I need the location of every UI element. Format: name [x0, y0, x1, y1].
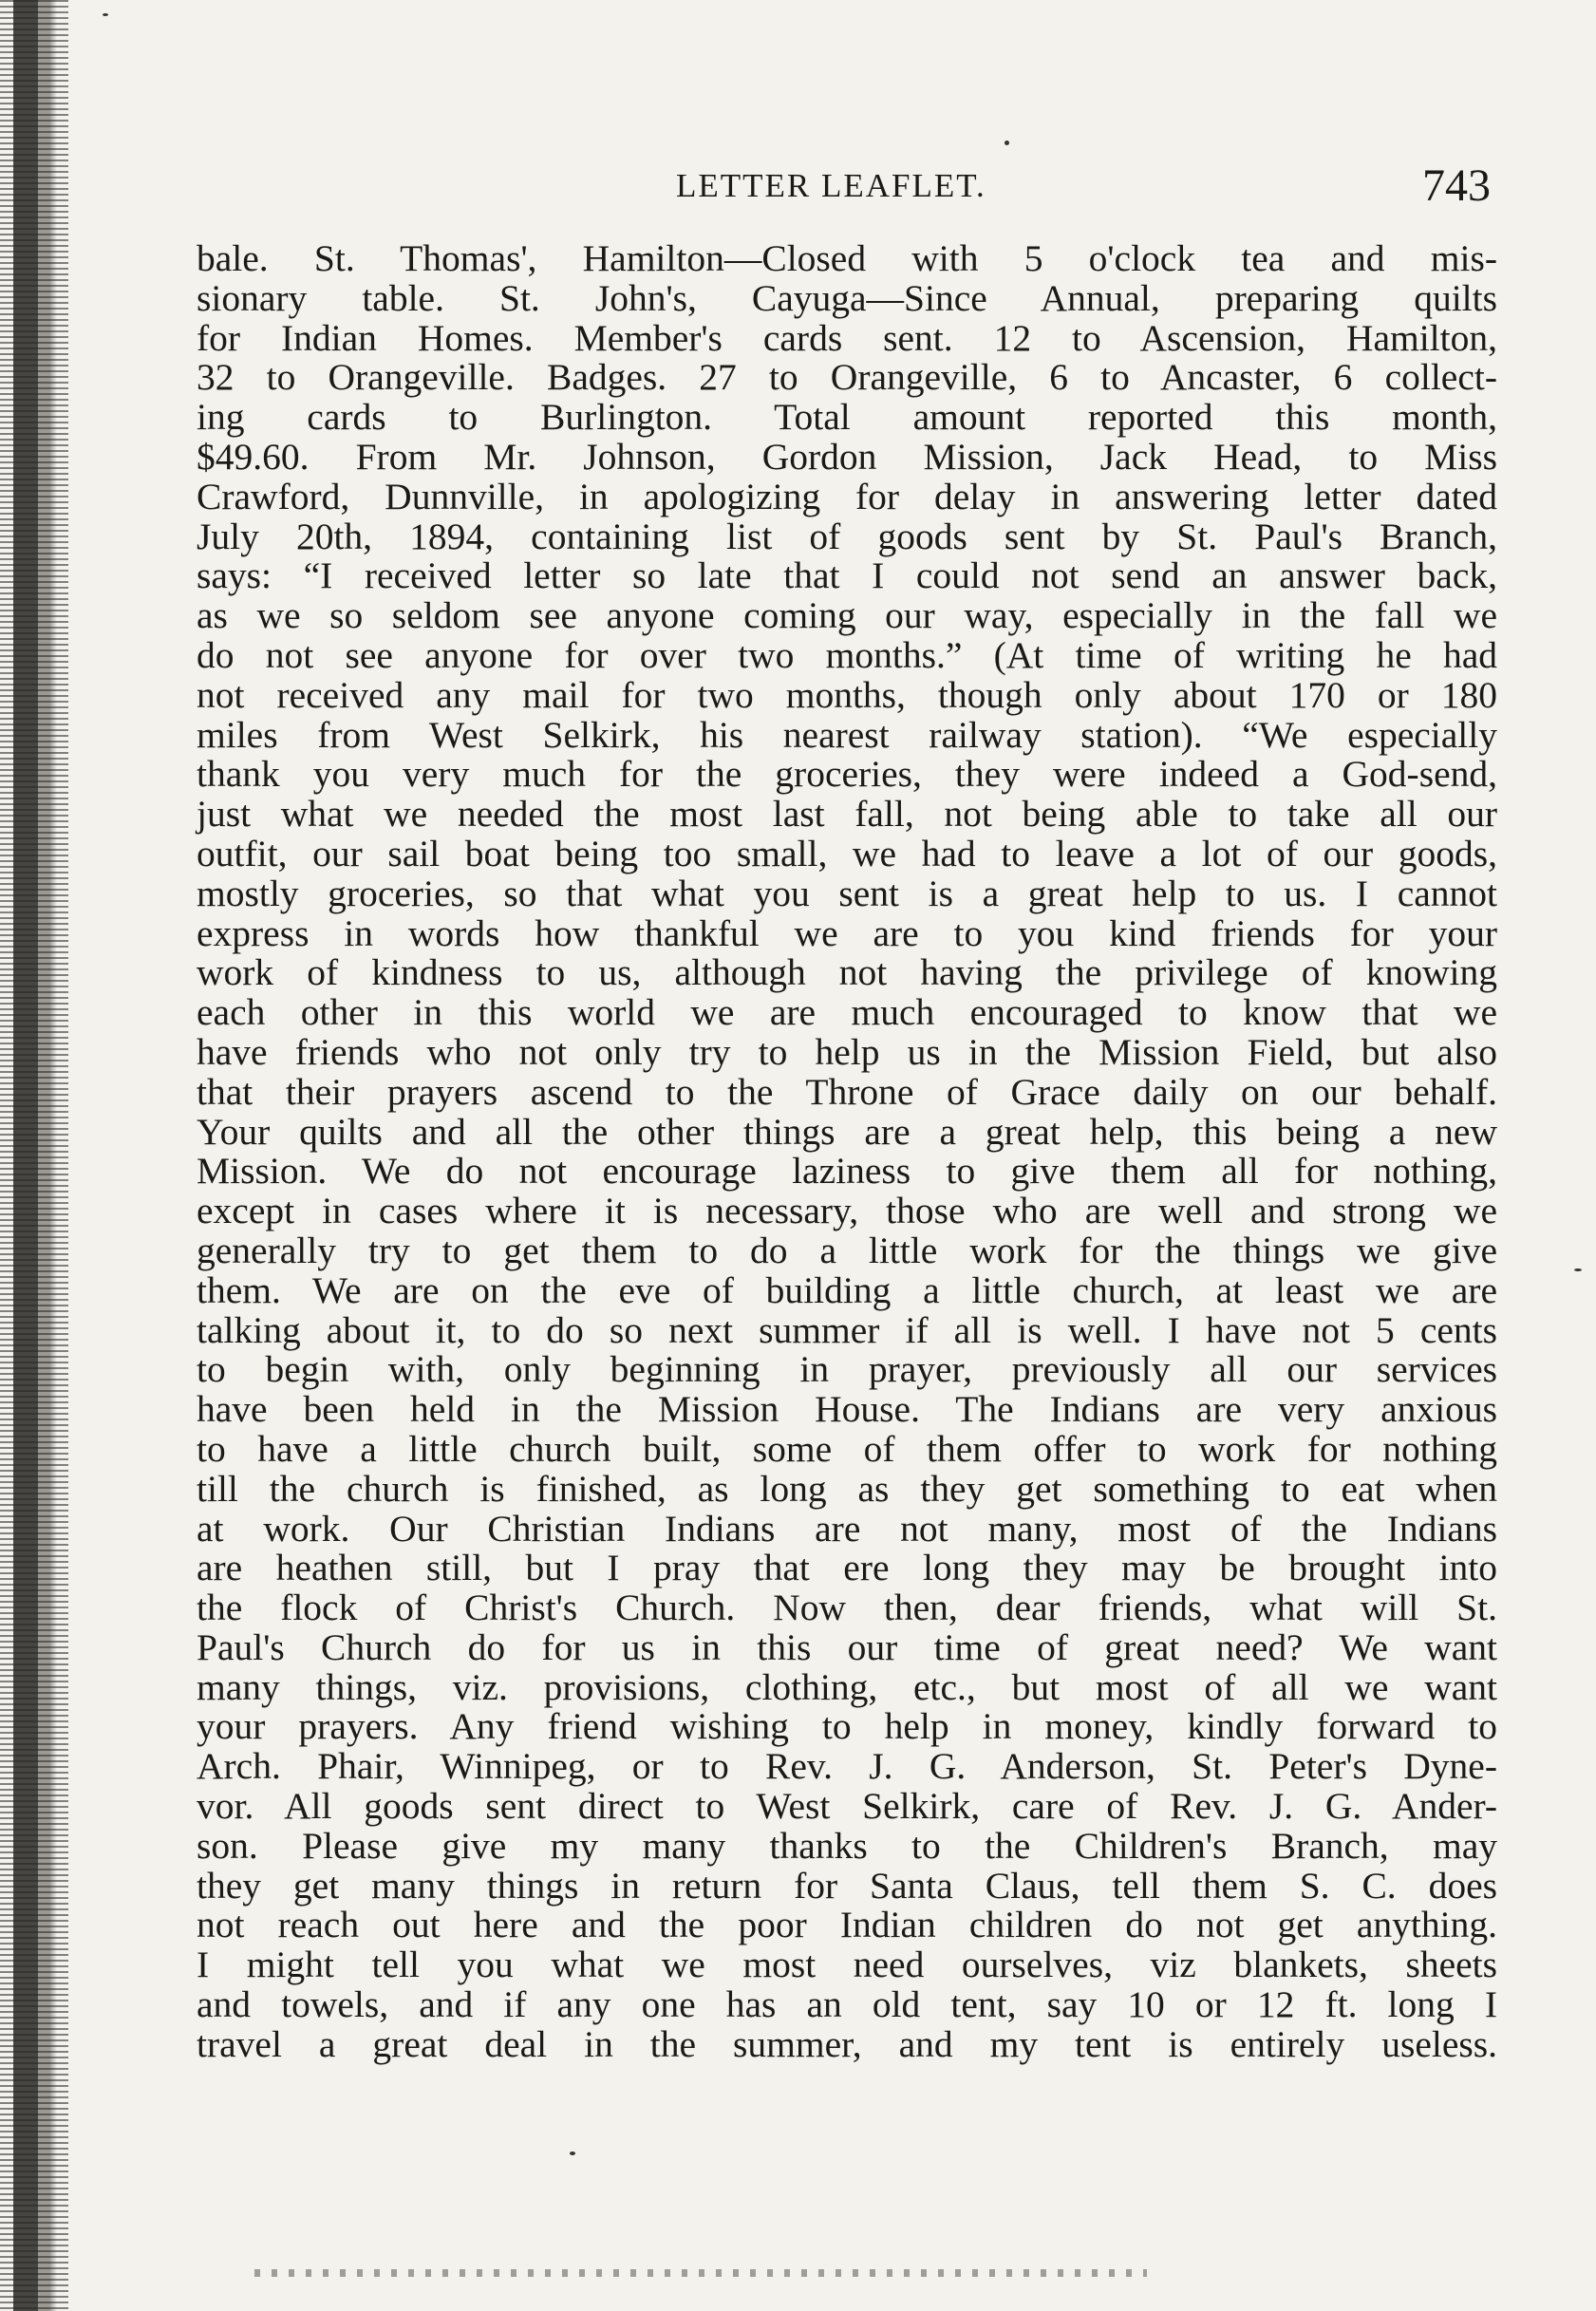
- text-line: just what we needed the most last fall, not being able to take all our: [197, 793, 1497, 836]
- text-line: at work. Our Christian Indians are not many, most of the Indians: [197, 1507, 1497, 1550]
- text-line: them. We are on the eve of building a little church, at least we are: [197, 1268, 1497, 1311]
- text-line: the flock of Christ's Church. Now then, dear friends, what will St.: [197, 1587, 1497, 1629]
- text-line: have friends who not only try to help us in the Mission Field, but also: [197, 1030, 1497, 1073]
- text-line: not received any mail for two months, though only about 170 or 180: [197, 673, 1497, 716]
- text-line: except in cases where it is necessary, those who are well and strong we: [197, 1190, 1497, 1232]
- text-line: as we so seldom see anyone coming our way, especially in the fall we: [197, 594, 1497, 637]
- page-header: [190, 160, 1491, 226]
- text-line: work of kindness to us, although not having the privilege of knowing: [197, 951, 1497, 994]
- text-line: express in words how thankful we are to you kind friends for your: [197, 911, 1497, 954]
- running-head: LETTER LEAFLET.: [676, 167, 986, 204]
- text-line: for Indian Homes. Member's cards sent. 12 to Ascension, Hamilton,: [197, 316, 1497, 359]
- text-line: talking about it, to do so next summer if all is well. I have not 5 cents: [197, 1308, 1497, 1351]
- text-line: says: “I received letter so late that I could not send an answer back,: [197, 554, 1497, 597]
- text-line: each other in this world we are much encouraged to know that we: [197, 991, 1497, 1034]
- text-line: travel a great deal in the summer, and my tent is entirely useless.: [197, 2022, 1497, 2065]
- text-line: outfit, our sail boat being too small, we had to leave a lot of our goods,: [197, 832, 1497, 874]
- bottom-print-specks: [254, 2269, 1147, 2277]
- text-line: son. Please give my many thanks to the Children's Branch, may: [197, 1824, 1497, 1867]
- text-line: July 20th, 1894, containing list of goods sent by St. Paul's Branch,: [197, 515, 1497, 557]
- text-line: they get many things in return for Santa Claus, tell them S. C. does: [197, 1864, 1497, 1907]
- text-line: not reach out here and the poor Indian children do not get anything.: [197, 1904, 1497, 1946]
- text-line: 32 to Orangeville. Badges. 27 to Orangeville, 6 to Ancaster, 6 collect-: [197, 356, 1497, 399]
- text-line: do not see anyone for over two months.” (At time of writing he had: [197, 633, 1497, 676]
- text-line: thank you very much for the groceries, they were indeed a God-send,: [197, 753, 1497, 796]
- text-line: $49.60. From Mr. Johnson, Gordon Mission, Jack Head, to Miss: [197, 435, 1497, 478]
- text-line: mostly groceries, so that what you sent is a great help to us. I cannot: [197, 872, 1497, 914]
- text-line: vor. All goods sent direct to West Selkirk, care of Rev. J. G. Ander-: [197, 1785, 1497, 1828]
- text-line: bale. St. Thomas', Hamilton—Closed with 5 o'clock tea and mis-: [197, 237, 1497, 279]
- text-line: are heathen still, but I pray that ere long they may be brought into: [197, 1547, 1497, 1589]
- text-line: Arch. Phair, Winnipeg, or to Rev. J. G. Anderson, St. Peter's Dyne-: [197, 1745, 1497, 1788]
- text-line: Your quilts and all the other things are a great help, this being a new: [197, 1110, 1497, 1153]
- text-line: to begin with, only beginning in prayer, previously all our services: [197, 1348, 1497, 1391]
- text-line: ing cards to Burlington. Total amount reported this month,: [197, 396, 1497, 439]
- text-line: many things, viz. provisions, clothing, etc., but most of all we want: [197, 1665, 1497, 1708]
- text-line: miles from West Selkirk, his nearest railway station). “We especially: [197, 713, 1497, 756]
- text-line: that their prayers ascend to the Throne of Grace daily on our behalf.: [197, 1070, 1497, 1113]
- text-line: your prayers. Any friend wishing to help in money, kindly forward to: [197, 1705, 1497, 1748]
- text-line: I might tell you what we most need ourselves, viz blankets, sheets: [197, 1944, 1497, 1986]
- text-line: Mission. We do not encourage laziness to give them all for nothing,: [197, 1150, 1497, 1193]
- text-line: generally try to get them to do a little work for the things we give: [197, 1229, 1497, 1271]
- text-line: and towels, and if any one has an old tent, say 10 or 12 ft. long I: [197, 1983, 1497, 2026]
- text-line: sionary table. St. John's, Cayuga—Since Annual, preparing quilts: [197, 276, 1497, 319]
- text-line: Crawford, Dunnville, in apologizing for delay in answering letter dated: [197, 475, 1497, 517]
- text-line: have been held in the Mission House. The Indians are very anxious: [197, 1388, 1497, 1431]
- text-line: till the church is finished, as long as they get something to eat when: [197, 1467, 1497, 1510]
- text-line: to have a little church built, some of them offer to work for nothing: [197, 1427, 1497, 1470]
- page-number: 743: [1422, 160, 1491, 211]
- text-line: Paul's Church do for us in this our time of great need? We want: [197, 1625, 1497, 1668]
- book-binding-edge: [0, 0, 68, 2311]
- body-text: [197, 239, 1497, 2065]
